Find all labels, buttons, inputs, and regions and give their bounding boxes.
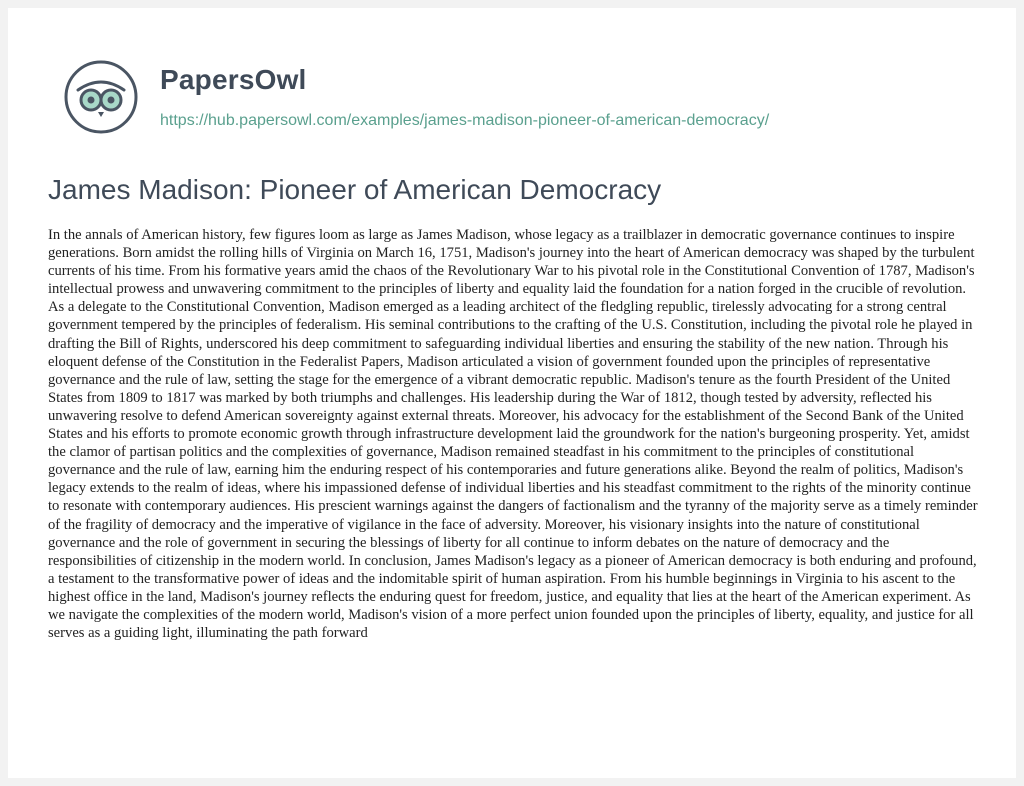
header [56, 44, 956, 144]
document-page [8, 8, 1016, 778]
article-body: In the annals of American history, few figures loom as large as James Madison, whose legacy as a trailblazer in democratic governance continues to inspire generations. Born amidst the rolling hills of Virginia on March 16, 1751, Madison's journey into the heart of American democracy was shaped by the turbulent currents of his time. From his formative years amid the chaos of the Revolutionary War to his pivotal role in the Constitutional Convention of 1787, Madison's intellectual prowess and unwavering commitment to the principles of liberty and equality laid the foundation for a nation forged in the crucible of revolution. As a delegate to the Constitutional Convention, Madison emerged as a leading architect of the fledgling republic, tirelessly advocating for a strong central government tempered by the principles of federalism. His seminal contributions to the crafting of the U.S. Constitution, including the pivotal role he played in drafting the Bill of Rights, underscored his deep commitment to safeguarding individual liberties and ensuring the stability of the new nation. Through his eloquent defense of the Constitution in the Federalist Papers, Madison articulated a vision of government founded upon the principles of representative governance and the rule of law, setting the stage for the emergence of a vibrant democratic republic. Madison's tenure as the fourth President of the United States from 1809 to 1817 was marked by both triumphs and challenges. His leadership during the War of 1812, though tested by adversity, reflected his unwavering resolve to defend American sovereignty against external threats. Moreover, his advocacy for the establishment of the Second Bank of the United States and his efforts to promote economic growth through infrastructure development laid the groundwork for the nation's burgeoning prosperity. Yet, amidst the clamor of partisan politics and the complexities of governance, Madison remained steadfast in his commitment to the principles of constitutional governance and the rule of law, earning him the enduring respect of his contemporaries and future generations alike. Beyond the realm of politics, Madison's legacy extends to the realm of ideas, where his impassioned defense of individual liberties and his steadfast commitment to the rights of the minority continue to resonate with contemporary audiences. His prescient warnings against the dangers of factionalism and the tyranny of the majority serve as a timely reminder of the fragility of democracy and the imperative of vigilance in the face of adversity. Moreover, his visionary insights into the nature of constitutional governance and the role of government in securing the blessings of liberty for all continue to inform debates on the nature of democracy and the responsibilities of citizenship in the modern world. In conclusion, James Madison's legacy as a pioneer of American democracy is both enduring and profound, a testament to the transformative power of ideas and the indomitable spirit of human aspiration. From his humble beginnings in Virginia to his ascent to the highest office in the land, Madison's journey reflects the enduring quest for freedom, justice, and equality that lies at the heart of the American experiment. As we navigate the complexities of the modern world, Madison's vision of a more perfect union founded upon the principles of liberty, equality, and justice for all serves as a guiding light, illuminating the path forward [48, 227, 978, 642]
source-url-link[interactable]: https://hub.papersowl.com/examples/james-madison-pioneer-of-american-democracy/ [160, 112, 770, 129]
owl-logo-icon [64, 60, 138, 134]
brand-name: PapersOwl [160, 64, 307, 95]
page-title: James Madison: Pioneer of American Democracy [48, 174, 662, 205]
